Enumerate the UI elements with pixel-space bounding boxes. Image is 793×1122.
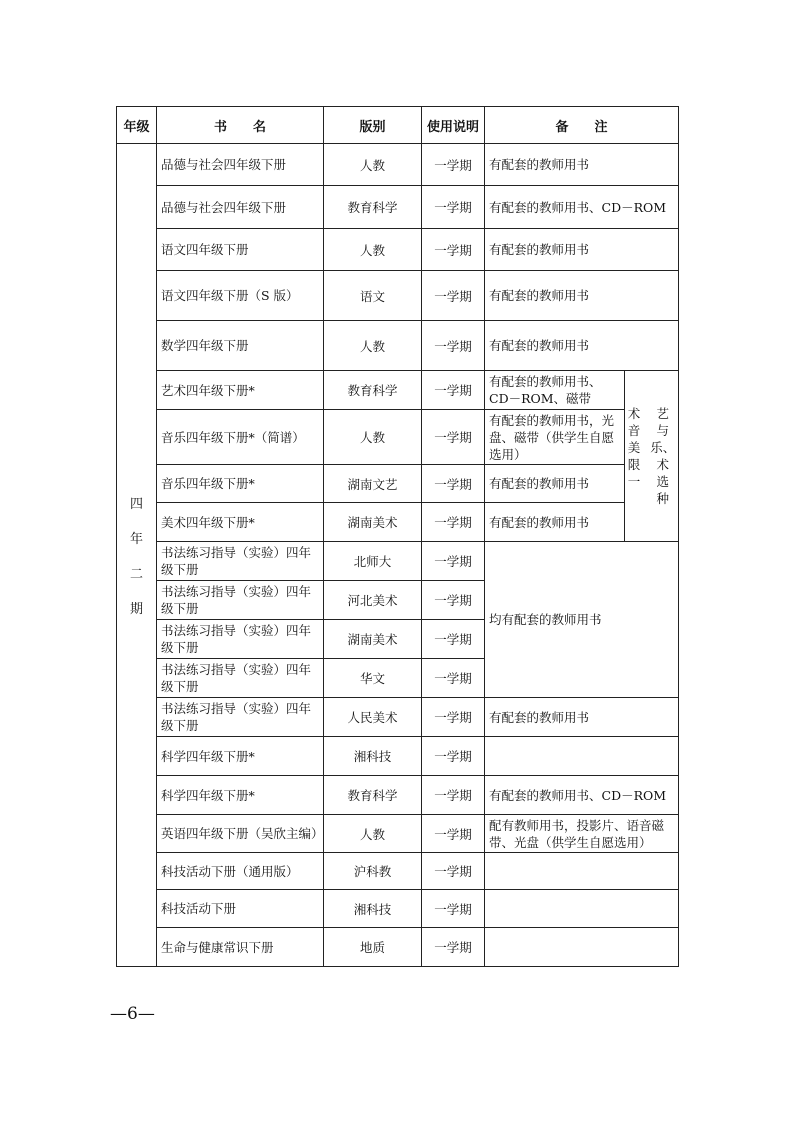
edition: 教育科学	[324, 776, 422, 815]
table-row	[117, 890, 679, 928]
header-edition: 版别	[324, 107, 422, 144]
remark: 有配套的教师用书	[485, 144, 679, 186]
header-row	[117, 107, 679, 144]
usage: 一学期	[422, 581, 485, 620]
edition: 人教	[324, 815, 422, 853]
usage: 一学期	[422, 737, 485, 776]
table-row	[117, 542, 679, 581]
arts-note-char: 一	[627, 474, 641, 489]
arts-note-char: 美	[627, 440, 641, 455]
header-grade: 年级	[117, 107, 157, 144]
remark: 有配套的教师用书	[485, 465, 625, 503]
table-row	[117, 776, 679, 815]
arts-note-char: 种	[656, 491, 670, 506]
arts-selection-note	[625, 371, 679, 542]
arts-note-char: 艺	[656, 406, 670, 421]
usage: 一学期	[422, 229, 485, 271]
edition: 沪科教	[324, 853, 422, 890]
usage: 一学期	[422, 853, 485, 890]
table-row	[117, 144, 679, 186]
table-row	[117, 186, 679, 229]
usage: 一学期	[422, 659, 485, 698]
edition: 湖南美术	[324, 503, 422, 542]
edition: 湘科技	[324, 737, 422, 776]
edition: 河北美术	[324, 581, 422, 620]
book-title: 科学四年级下册*	[157, 776, 324, 815]
grade-char: 年	[129, 532, 143, 547]
remark: 有配套的教师用书	[485, 271, 679, 321]
remark: 有配套的教师用书，光盘、磁带（供学生自愿选用）	[485, 410, 625, 465]
edition: 华文	[324, 659, 422, 698]
book-title: 语文四年级下册	[157, 229, 324, 271]
book-title: 书法练习指导（实验）四年级下册	[157, 581, 324, 620]
book-title: 品德与社会四年级下册	[157, 186, 324, 229]
book-title: 美术四年级下册*	[157, 503, 324, 542]
edition: 教育科学	[324, 371, 422, 410]
usage: 一学期	[422, 465, 485, 503]
remark: 配有教师用书，投影片、语音磁带、光盘（供学生自愿选用）	[485, 815, 679, 853]
edition: 湘科技	[324, 890, 422, 928]
textbook-table	[116, 106, 679, 967]
arts-note-char: 音	[627, 423, 641, 438]
table-row	[117, 928, 679, 967]
table-row	[117, 410, 679, 465]
usage: 一学期	[422, 815, 485, 853]
arts-note-char: 选	[656, 474, 670, 489]
table-row	[117, 229, 679, 271]
remark: 有配套的教师用书、CD－ROM	[485, 186, 679, 229]
book-title: 生命与健康常识下册	[157, 928, 324, 967]
arts-note-char: 与	[656, 423, 670, 438]
arts-note-col-right	[650, 405, 675, 507]
edition: 湖南美术	[324, 620, 422, 659]
usage: 一学期	[422, 410, 485, 465]
book-title: 书法练习指导（实验）四年级下册	[157, 542, 324, 581]
book-title: 科技活动下册（通用版）	[157, 853, 324, 890]
remark	[485, 928, 679, 967]
arts-note-char: 术	[627, 406, 641, 421]
edition: 人教	[324, 144, 422, 186]
table-row	[117, 698, 679, 737]
usage: 一学期	[422, 890, 485, 928]
header-usage: 使用说明	[422, 107, 485, 144]
table-row	[117, 321, 679, 371]
usage: 一学期	[422, 144, 485, 186]
book-title: 书法练习指导（实验）四年级下册	[157, 698, 324, 737]
grade-char: 二	[129, 567, 143, 582]
usage: 一学期	[422, 928, 485, 967]
remark: 有配套的教师用书	[485, 321, 679, 371]
edition: 人教	[324, 321, 422, 371]
edition: 地质	[324, 928, 422, 967]
arts-note-char: 限	[627, 457, 641, 472]
usage: 一学期	[422, 698, 485, 737]
usage: 一学期	[422, 271, 485, 321]
book-title: 音乐四年级下册*	[157, 465, 324, 503]
header-remark: 备 注	[485, 107, 679, 144]
grade-char: 四	[129, 497, 143, 512]
edition: 湖南文艺	[324, 465, 422, 503]
arts-note-char: 乐、	[650, 440, 676, 455]
remark	[485, 737, 679, 776]
table-row	[117, 815, 679, 853]
arts-note-char: 术	[656, 457, 670, 472]
usage: 一学期	[422, 321, 485, 371]
book-title: 语文四年级下册（S 版）	[157, 271, 324, 321]
header-book: 书 名	[157, 107, 324, 144]
table-row	[117, 853, 679, 890]
edition: 语文	[324, 271, 422, 321]
remark: 有配套的教师用书	[485, 698, 679, 737]
usage: 一学期	[422, 542, 485, 581]
edition: 人民美术	[324, 698, 422, 737]
book-title: 英语四年级下册（吴欣主编）	[157, 815, 324, 853]
book-title: 科学四年级下册*	[157, 737, 324, 776]
edition: 教育科学	[324, 186, 422, 229]
book-title: 科技活动下册	[157, 890, 324, 928]
edition: 北师大	[324, 542, 422, 581]
arts-note-col-left	[628, 405, 641, 507]
grade-category-cell	[117, 144, 157, 967]
calligraphy-remark: 均有配套的教师用书	[485, 542, 679, 698]
edition: 人教	[324, 229, 422, 271]
book-title: 书法练习指导（实验）四年级下册	[157, 620, 324, 659]
table-row	[117, 371, 679, 410]
remark: 有配套的教师用书、CD－ROM、磁带	[485, 371, 625, 410]
usage: 一学期	[422, 776, 485, 815]
table-row	[117, 737, 679, 776]
usage: 一学期	[422, 503, 485, 542]
book-title: 书法练习指导（实验）四年级下册	[157, 659, 324, 698]
edition: 人教	[324, 410, 422, 465]
usage: 一学期	[422, 186, 485, 229]
book-title: 音乐四年级下册*（简谱）	[157, 410, 324, 465]
table-row	[117, 503, 679, 542]
table-row	[117, 465, 679, 503]
usage: 一学期	[422, 620, 485, 659]
book-title: 艺术四年级下册*	[157, 371, 324, 410]
book-title: 数学四年级下册	[157, 321, 324, 371]
grade-char: 期	[129, 602, 143, 617]
remark	[485, 890, 679, 928]
remark	[485, 853, 679, 890]
table-row	[117, 271, 679, 321]
usage: 一学期	[422, 371, 485, 410]
book-title: 品德与社会四年级下册	[157, 144, 324, 186]
remark: 有配套的教师用书	[485, 229, 679, 271]
page-number: —6—	[110, 1004, 155, 1024]
remark: 有配套的教师用书	[485, 503, 625, 542]
remark: 有配套的教师用书、CD－ROM	[485, 776, 679, 815]
